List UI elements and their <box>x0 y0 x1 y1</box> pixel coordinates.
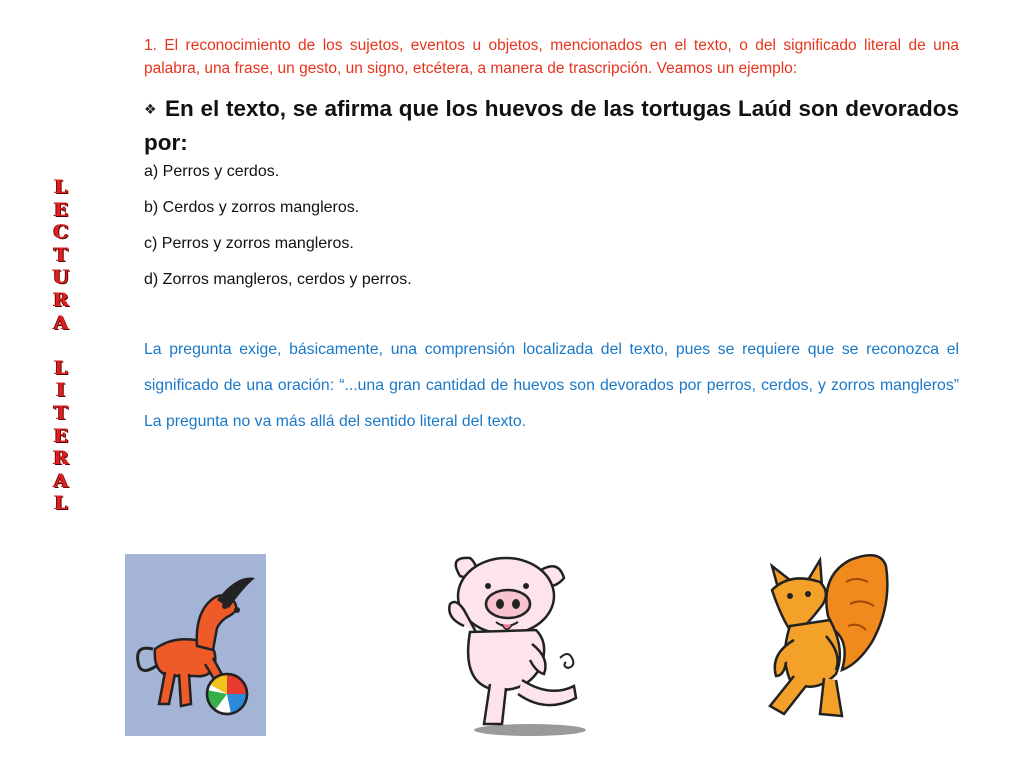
title-letter: L <box>54 176 68 198</box>
title-letter-gap <box>44 334 78 357</box>
option-a: a) Perros y cerdos. <box>144 163 280 180</box>
title-letter: L <box>54 356 68 379</box>
answer-options <box>144 162 959 290</box>
title-letter: A <box>53 469 69 492</box>
title-letter: C <box>53 221 69 244</box>
diamond-bullet-icon: ❖ <box>144 101 158 117</box>
vertical-title-lectura-literal <box>44 176 78 515</box>
title-letter: I <box>56 379 66 402</box>
title-letter: T <box>53 401 69 424</box>
option-b: b) Cerdos y zorros mangleros. <box>144 199 360 216</box>
question-block <box>144 92 959 160</box>
intro-paragraph: 1. El reconocimiento de los sujetos, eventos u objetos, mencionados en el texto, o del significado literal de una palabra, una frase, un gesto, un signo, etcétera, a manera de trascripción. Veamos un ejemplo: <box>144 37 959 77</box>
question-text: En el texto, se afirma que los huevos de las tortugas Laúd son devorados por: <box>144 96 959 155</box>
option-d: d) Zorros mangleros, cerdos y perros. <box>144 271 412 288</box>
title-letter: R <box>53 288 69 311</box>
title-letter: E <box>53 198 69 221</box>
explanation-paragraph: La pregunta exige, básicamente, una comprensión localizada del texto, pues se requiere que se reconozca el significado de una oración: “...una gran cantidad de huevos son devorados por perros, cerdos, y zorros mangleros” La pregunta no va más allá del sentido literal del texto. <box>144 341 959 430</box>
mangrove-fox-illustration <box>750 546 895 726</box>
dog-with-ball-illustration <box>125 554 266 736</box>
option-c: c) Perros y zorros mangleros. <box>144 235 354 252</box>
title-letter: E <box>53 424 69 447</box>
title-letter: U <box>52 266 70 289</box>
title-letter: R <box>53 447 69 470</box>
title-letter: L <box>54 492 68 515</box>
title-letter: A <box>53 311 69 334</box>
dancing-pig-illustration <box>440 548 590 740</box>
slide-content <box>144 34 959 440</box>
title-letter: T <box>53 243 69 266</box>
